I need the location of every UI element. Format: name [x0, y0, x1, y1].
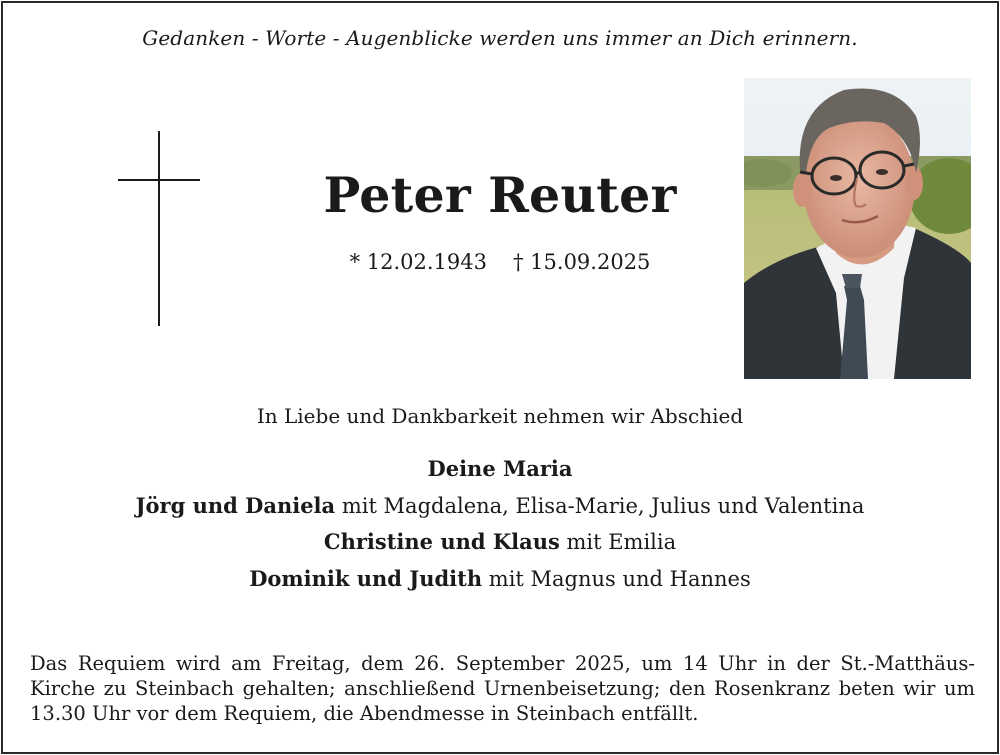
deceased-name: Peter Reuter [323, 166, 677, 224]
death-date: † 15.09.2025 [513, 250, 651, 274]
life-dates [250, 250, 750, 274]
motto: Gedanken - Worte - Augenblicke werden uns immer an Dich erinnern. [142, 26, 858, 50]
service-notice: Das Requiem wird am Freitag, dem 26. September 2025, um 14 Uhr in der St.-Matthäus-Kirche zu Steinbach gehalten; anschließend Urnenbeisetzung; den Rosenkranz beten wir um 13.30 Uhr vor dem Requiem, die Abendmesse in Steinbach entfällt. [30, 652, 975, 725]
mourners-list [0, 451, 1000, 597]
mourner-line: Dominik und Judith mit Magnus und Hannes [249, 565, 751, 591]
portrait-photo [744, 78, 971, 379]
cross-symbol [118, 131, 200, 326]
birth-date: * 12.02.1943 [349, 250, 487, 274]
farewell-intro: In Liebe und Dankbarkeit nehmen wir Abschied [256, 404, 744, 428]
mourner-line: Deine Maria [427, 456, 573, 481]
mourner-line: Jörg und Daniela mit Magdalena, Elisa-Marie, Julius und Valentina [135, 492, 865, 518]
mourner-line: Christine und Klaus mit Emilia [323, 529, 677, 554]
